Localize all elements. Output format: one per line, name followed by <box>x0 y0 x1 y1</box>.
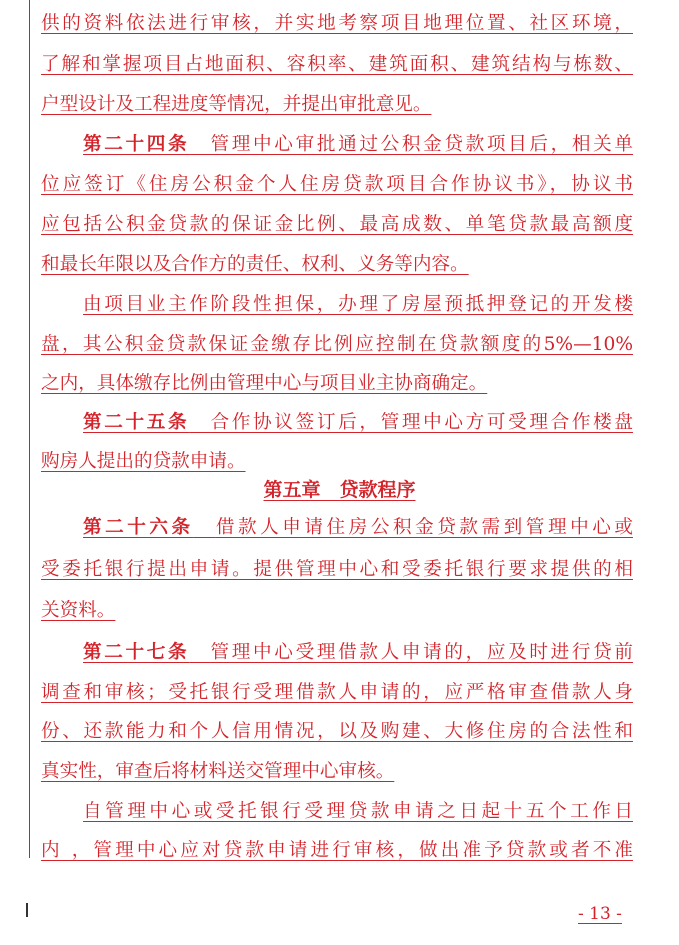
article-26-line <box>41 516 633 540</box>
text-line: 受委托银行提出申请。提供管理中心和受委托银行要求提供的相 <box>41 559 633 580</box>
text-line: 盘，其公积金贷款保证金缴存比例应控制在贷款额度的5%—10% <box>41 334 633 355</box>
text-line: 户型设计及工程进度等情况，并提出审批意见。 <box>41 94 432 115</box>
article-24-line <box>41 133 633 157</box>
text-line: 内 ，管理中心应对贷款申请进行审核，做出准予贷款或者不准 <box>41 840 633 861</box>
text-line: 购房人提出的贷款申请。 <box>41 451 246 472</box>
revision-bar <box>29 0 30 858</box>
text-line: 真实性，审查后将材料送交管理中心审核。 <box>41 761 395 782</box>
margin-mark <box>26 903 28 917</box>
text-line: 由项目业主作阶段性担保，办理了房屋预抵押登记的开发楼 <box>83 294 633 315</box>
text-line: 份、还款能力和个人信用情况，以及购建、大修住房的合法性和 <box>41 721 633 742</box>
text-line: 管理中心审批通过公积金贷款项目后，相关单 <box>210 134 633 155</box>
chapter-heading: 第五章 贷款程序 <box>263 479 416 501</box>
page-number: - 13 - <box>578 904 622 924</box>
text-line: 了解和掌握项目占地面积、容积率、建筑面积、建筑结构与栋数、 <box>41 54 633 75</box>
text-line: 调查和审核；受托银行受理借款人申请的，应严格审查借款人身 <box>41 682 633 703</box>
article-27-line <box>41 641 633 665</box>
article-26-label: 第二十六条 <box>83 517 194 538</box>
text-line: 和最长年限以及合作方的责任、权利、义务等内容。 <box>41 254 469 275</box>
text-line: 借款人申请住房公积金贷款需到管理中心或 <box>215 517 633 538</box>
text-line: 自管理中心或受托银行受理贷款申请之日起十五个工作日 <box>83 801 633 822</box>
text-line: 合作协议签订后，管理中心方可受理合作楼盘 <box>210 412 633 433</box>
text-line: 位应签订《住房公积金个人住房贷款项目合作协议书》，协议书 <box>41 174 633 195</box>
text-line: 管理中心受理借款人申请的，应及时进行贷前 <box>210 642 633 663</box>
article-24-label: 第二十四条 <box>83 134 190 155</box>
article-27-label: 第二十七条 <box>83 642 190 663</box>
article-25-label: 第二十五条 <box>83 412 190 433</box>
text-line: 之内，具体缴存比例由管理中心与项目业主协商确定。 <box>41 373 488 394</box>
article-25-line <box>41 411 633 435</box>
text-line: 应包括公积金贷款的保证金比例、最高成数、单笔贷款最高额度 <box>41 214 633 235</box>
text-line: 关资料。 <box>41 600 116 621</box>
text-line: 供的资料依法进行审核，并实地考察项目地理位置、社区环境， <box>41 13 633 34</box>
